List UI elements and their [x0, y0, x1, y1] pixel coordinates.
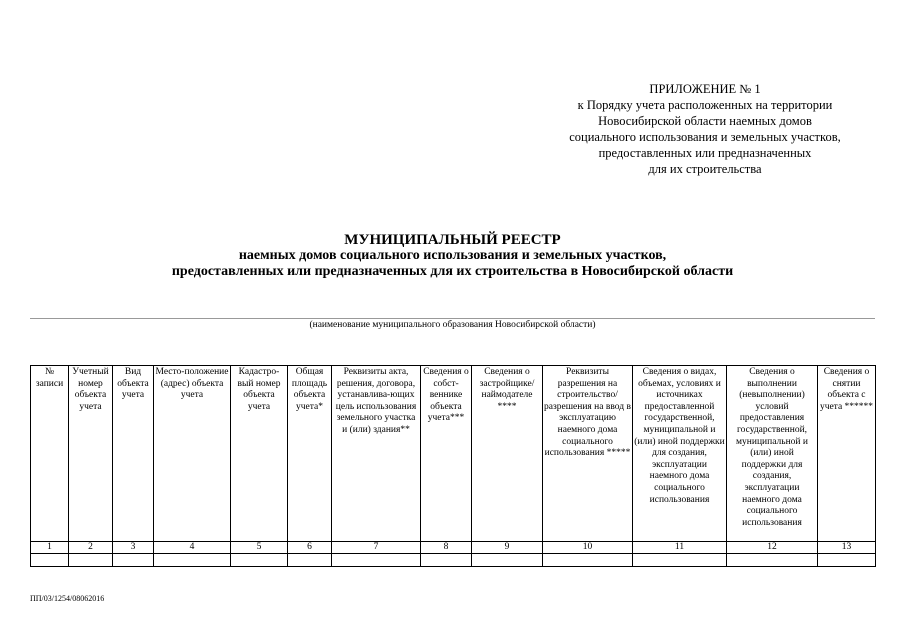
- header-cell: Реквизиты акта, решения, договора, устанавлива-ющих цель использования земельного участка и (или) здания**: [332, 366, 421, 542]
- header-cell: Сведения о видах, объемах, условиях и источниках предоставленной государственной, муниципальной и (или) иной поддержки для создания, эксплуатации наемного дома социального использования: [633, 366, 727, 542]
- empty-cell: [154, 554, 231, 567]
- column-number: 11: [633, 542, 727, 554]
- appendix-header: [520, 81, 890, 177]
- title-line: предоставленных или предназначенных для их строительства в Новосибирской области: [171, 264, 734, 279]
- empty-cell: [231, 554, 288, 567]
- header-cell: № записи: [31, 366, 69, 542]
- appendix-line: к Порядку учета расположенных на территории: [577, 98, 833, 112]
- table-header-row: [31, 366, 876, 542]
- empty-cell: [421, 554, 472, 567]
- appendix-line: ПРИЛОЖЕНИЕ № 1: [649, 82, 761, 96]
- column-number: 12: [727, 542, 818, 554]
- empty-cell: [113, 554, 154, 567]
- municipality-caption: (наименование муниципального образования Новосибирской области): [309, 320, 596, 330]
- empty-data-row: [31, 554, 876, 567]
- column-number: 3: [113, 542, 154, 554]
- column-number: 4: [154, 542, 231, 554]
- column-number: 8: [421, 542, 472, 554]
- header-cell: Общая площадь объекта учета*: [288, 366, 332, 542]
- registry-table: [30, 365, 876, 567]
- appendix-line: для их строительства: [648, 162, 762, 176]
- column-number: 1: [31, 542, 69, 554]
- column-number: 9: [472, 542, 543, 554]
- empty-cell: [332, 554, 421, 567]
- empty-cell: [288, 554, 332, 567]
- header-cell: Сведения о собст-веннике объекта учета***: [421, 366, 472, 542]
- header-cell: Место-положение (адрес) объекта учета: [154, 366, 231, 542]
- header-cell: Кадастро-вый номер объекта учета: [231, 366, 288, 542]
- empty-cell: [31, 554, 69, 567]
- column-number: 6: [288, 542, 332, 554]
- column-number: 2: [69, 542, 113, 554]
- column-number: 7: [332, 542, 421, 554]
- empty-cell: [633, 554, 727, 567]
- header-cell: Сведения о снятии объекта с учета ******: [818, 366, 876, 542]
- municipality-underline: [30, 318, 875, 319]
- column-number: 13: [818, 542, 876, 554]
- header-cell: Вид объекта учета: [113, 366, 154, 542]
- title-line: наемных домов социального использования и земельных участков,: [238, 248, 667, 263]
- header-cell: Сведения о застройщике/ наймодателе ****: [472, 366, 543, 542]
- header-cell: Учетный номер объекта учета: [69, 366, 113, 542]
- header-cell: Реквизиты разрешения на строительство/ разрешения на ввод в эксплуатацию наемного дома социального использования *****: [543, 366, 633, 542]
- column-number: 10: [543, 542, 633, 554]
- appendix-line: социального использования и земельных участков,: [569, 130, 841, 144]
- document-code: ПП/03/1254/08062016: [30, 594, 105, 603]
- empty-cell: [727, 554, 818, 567]
- column-number: 5: [231, 542, 288, 554]
- appendix-line: предоставленных или предназначенных: [598, 146, 812, 160]
- header-cell: Сведения о выполнении (невыполнении) условий предоставления государственной, муниципальной и (или) иной поддержки для создания, эксплуатации наемного дома социального использования: [727, 366, 818, 542]
- empty-cell: [472, 554, 543, 567]
- appendix-line: Новосибирской области наемных домов: [598, 114, 812, 128]
- empty-cell: [818, 554, 876, 567]
- document-title: [60, 232, 845, 280]
- column-number-row: [31, 542, 876, 554]
- empty-cell: [69, 554, 113, 567]
- title-main: МУНИЦИПАЛЬНЫЙ РЕЕСТР: [344, 232, 561, 248]
- empty-cell: [543, 554, 633, 567]
